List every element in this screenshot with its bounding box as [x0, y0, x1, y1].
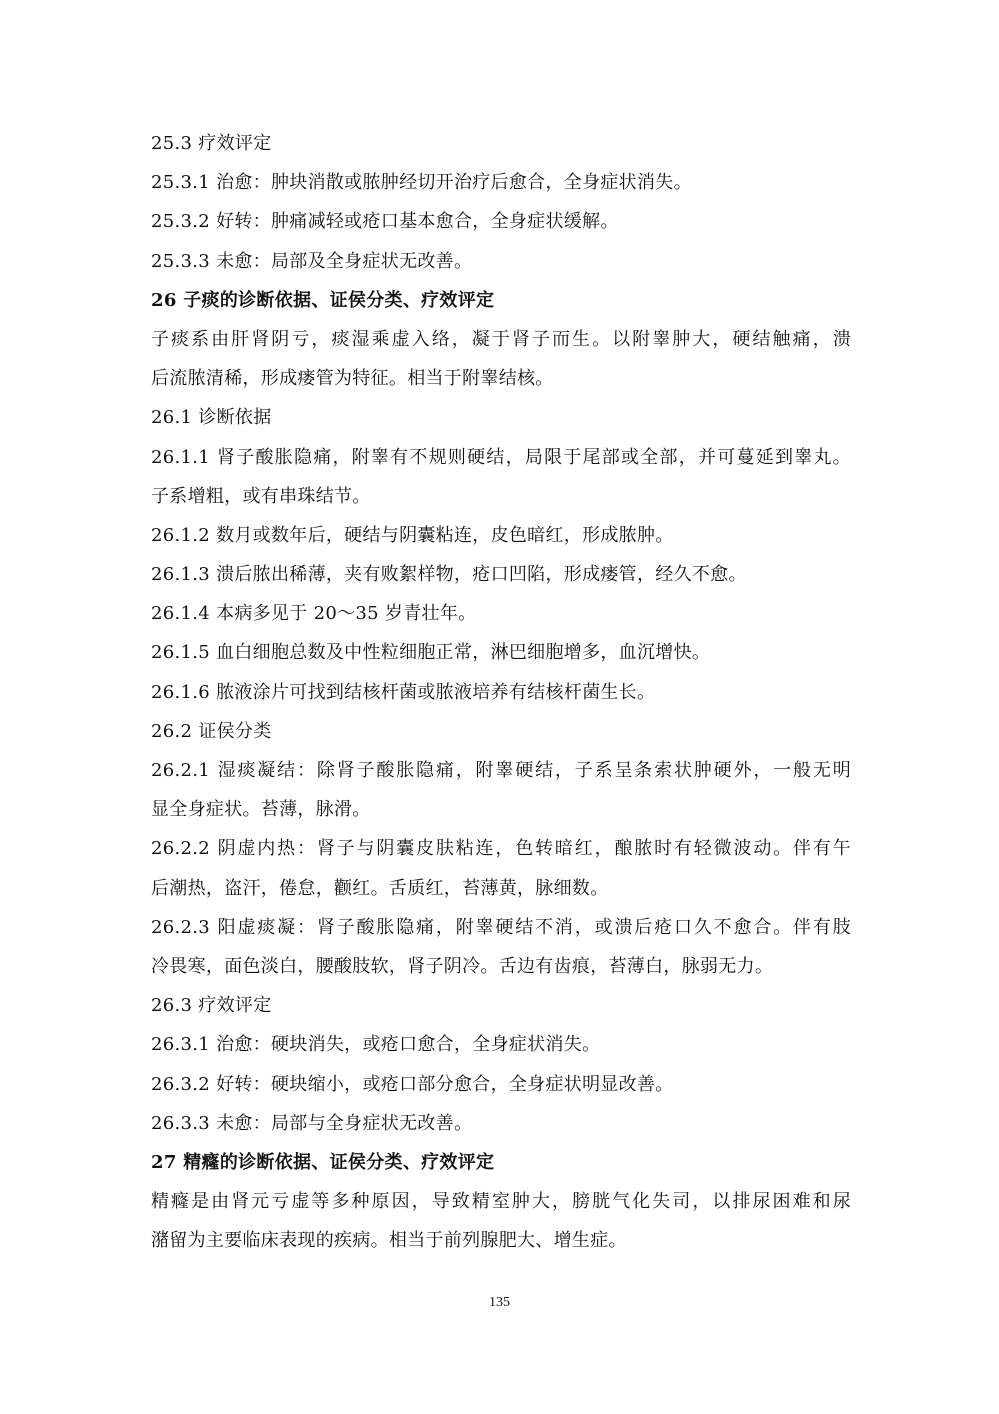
chapter-heading-27: 27 精癃的诊断依据、证侯分类、疗效评定 [151, 1151, 495, 1173]
page-number: 135 [489, 1295, 510, 1310]
item-26-1-5: 26.1.5 血白细胞总数及中性粒细胞正常，淋巴细胞增多，血沉增快。 [151, 642, 711, 664]
item-26-2-1-line-2: 显全身症状。苔薄，脉滑。 [151, 799, 371, 821]
item-25-3-3: 25.3.3 未愈：局部及全身症状无改善。 [151, 250, 473, 272]
item-26-2-3-line-2: 冷畏寒，面色淡白，腰酸肢软，肾子阴冷。舌边有齿痕，苔薄白，脉弱无力。 [151, 955, 774, 977]
item-26-1-2: 26.1.2 数月或数年后，硬结与阴囊粘连，皮色暗红，形成脓肿。 [151, 524, 674, 546]
page-body [151, 124, 851, 1260]
item-26-3-2: 26.3.2 好转：硬块缩小，或疮口部分愈合，全身症状明显改善。 [151, 1073, 674, 1095]
item-25-3-1: 25.3.1 治愈：肿块消散或脓肿经切开治疗后愈合，全身症状消失。 [151, 172, 692, 194]
item-26-3-1: 26.3.1 治愈：硬块消失，或疮口愈合，全身症状消失。 [151, 1034, 601, 1056]
paragraph-27-intro-line-1: 精癃是由肾元亏虚等多种原因，导致精室肿大，膀胱气化失司，以排尿困难和尿 [151, 1191, 851, 1213]
item-25-3-2: 25.3.2 好转：肿痛减轻或疮口基本愈合，全身症状缓解。 [151, 211, 619, 233]
section-heading-26-2: 26.2 证侯分类 [151, 720, 272, 742]
item-26-1-4: 26.1.4 本病多见于 20～35 岁青壮年。 [151, 603, 477, 625]
item-26-2-3-line-1: 26.2.3 阳虚痰凝：肾子酸胀隐痛，附睾硬结不消，或溃后疮口久不愈合。伴有肢 [151, 916, 851, 938]
item-26-2-1-line-1: 26.2.1 湿痰凝结：除肾子酸胀隐痛，附睾硬结，子系呈条索状肿硬外，一般无明 [151, 760, 851, 781]
section-heading-25-3: 25.3 疗效评定 [151, 133, 272, 154]
paragraph-27-intro-line-2: 潴留为主要临床表现的疾病。相当于前列腺肥大、增生症。 [151, 1230, 627, 1252]
paragraph-26-intro-line-2: 后流脓清稀，形成瘘管为特征。相当于附睾结核。 [151, 368, 554, 390]
section-heading-26-1: 26.1 诊断依据 [151, 407, 272, 429]
item-26-1-1-line-2: 子系增粗，或有串珠结节。 [151, 485, 371, 507]
item-26-2-2-line-1: 26.2.2 阴虚内热：肾子与阴囊皮肤粘连，色转暗红，酿脓时有轻微波动。伴有午 [151, 838, 851, 860]
paragraph-26-intro-line-1: 子痰系由肝肾阴亏，痰湿乘虚入络，凝于肾子而生。以附睾肿大，硬结触痛，溃 [151, 328, 851, 350]
item-26-1-1-line-1: 26.1.1 肾子酸胀隐痛，附睾有不规则硬结，局限于尾部或全部，并可蔓延到睾丸。 [151, 446, 851, 468]
item-26-1-3: 26.1.3 溃后脓出稀薄，夹有败絮样物，疮口凹陷，形成瘘管，经久不愈。 [151, 564, 747, 586]
chapter-heading-26: 26 子痰的诊断依据、证侯分类、疗效评定 [151, 289, 495, 311]
item-26-3-3: 26.3.3 未愈：局部与全身症状无改善。 [151, 1112, 473, 1134]
section-heading-26-3: 26.3 疗效评定 [151, 995, 272, 1017]
item-26-1-6: 26.1.6 脓液涂片可找到结核杆菌或脓液培养有结核杆菌生长。 [151, 681, 656, 703]
item-26-2-2-line-2: 后潮热，盗汗，倦怠，颧红。舌质红，苔薄黄，脉细数。 [151, 877, 609, 899]
